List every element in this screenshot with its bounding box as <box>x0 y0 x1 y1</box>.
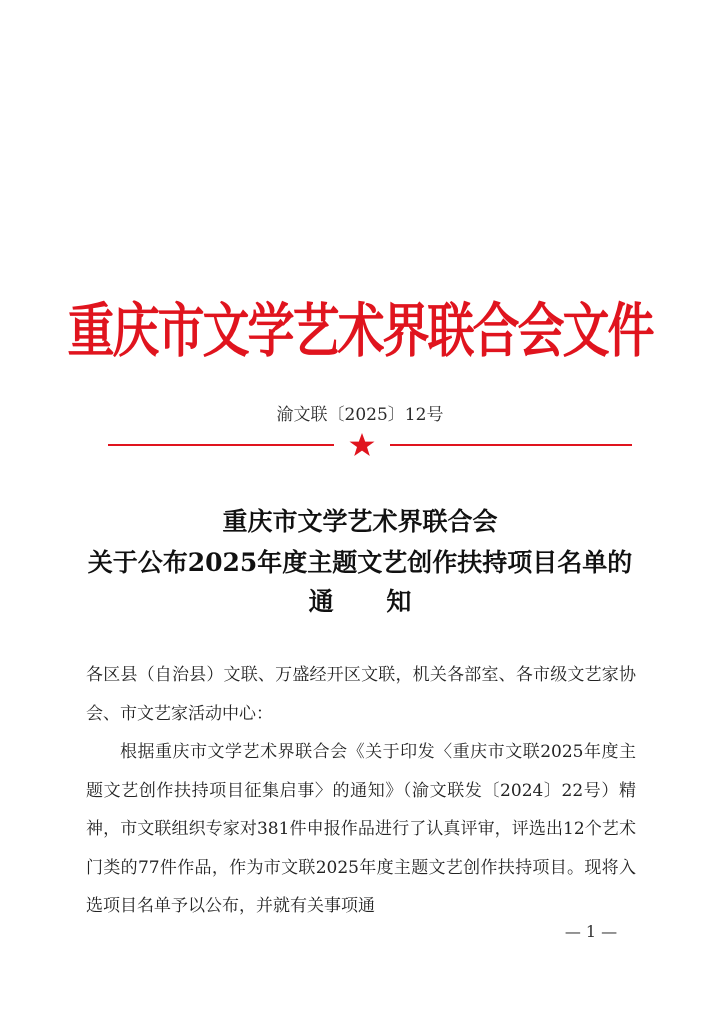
document-number: 渝文联〔2025〕12号 <box>276 405 444 425</box>
separator-line-left <box>108 444 334 446</box>
body-paragraph-text: 根据重庆市文学艺术界联合会《关于印发〈重庆市文联2025年度主题文艺创作扶持项目征集启事〉的通知》（渝文联发〔2024〕22号）精神，市文联组织专家对381件申报作品进行了认真评审，评选出12个艺术门类的77件作品，作为市文联2025年度主题文艺创作扶持项目。现将入选项目名单予以公布，并就有关事项通 <box>86 742 636 916</box>
document-title-line-2: 关于公布2025年度主题文艺创作扶持项目名单的 <box>87 548 633 577</box>
separator-line-right <box>390 444 632 446</box>
issuer-header: 重庆市文学艺术界联合会文件 <box>67 297 653 366</box>
recipients-text: 各区县（自治县）文联、万盛经开区文联，机关各部室、各市级文艺家协会、市文艺家活动中心： <box>86 665 636 724</box>
document-title-line-3: 通 知 <box>308 587 434 616</box>
page-number: — 1 — <box>564 922 618 941</box>
document-title-line-1: 重庆市文学艺术界联合会 <box>222 507 498 536</box>
body-paragraph <box>86 733 636 926</box>
star-icon <box>344 432 380 458</box>
recipients-paragraph <box>86 656 636 733</box>
red-separator <box>108 432 632 458</box>
